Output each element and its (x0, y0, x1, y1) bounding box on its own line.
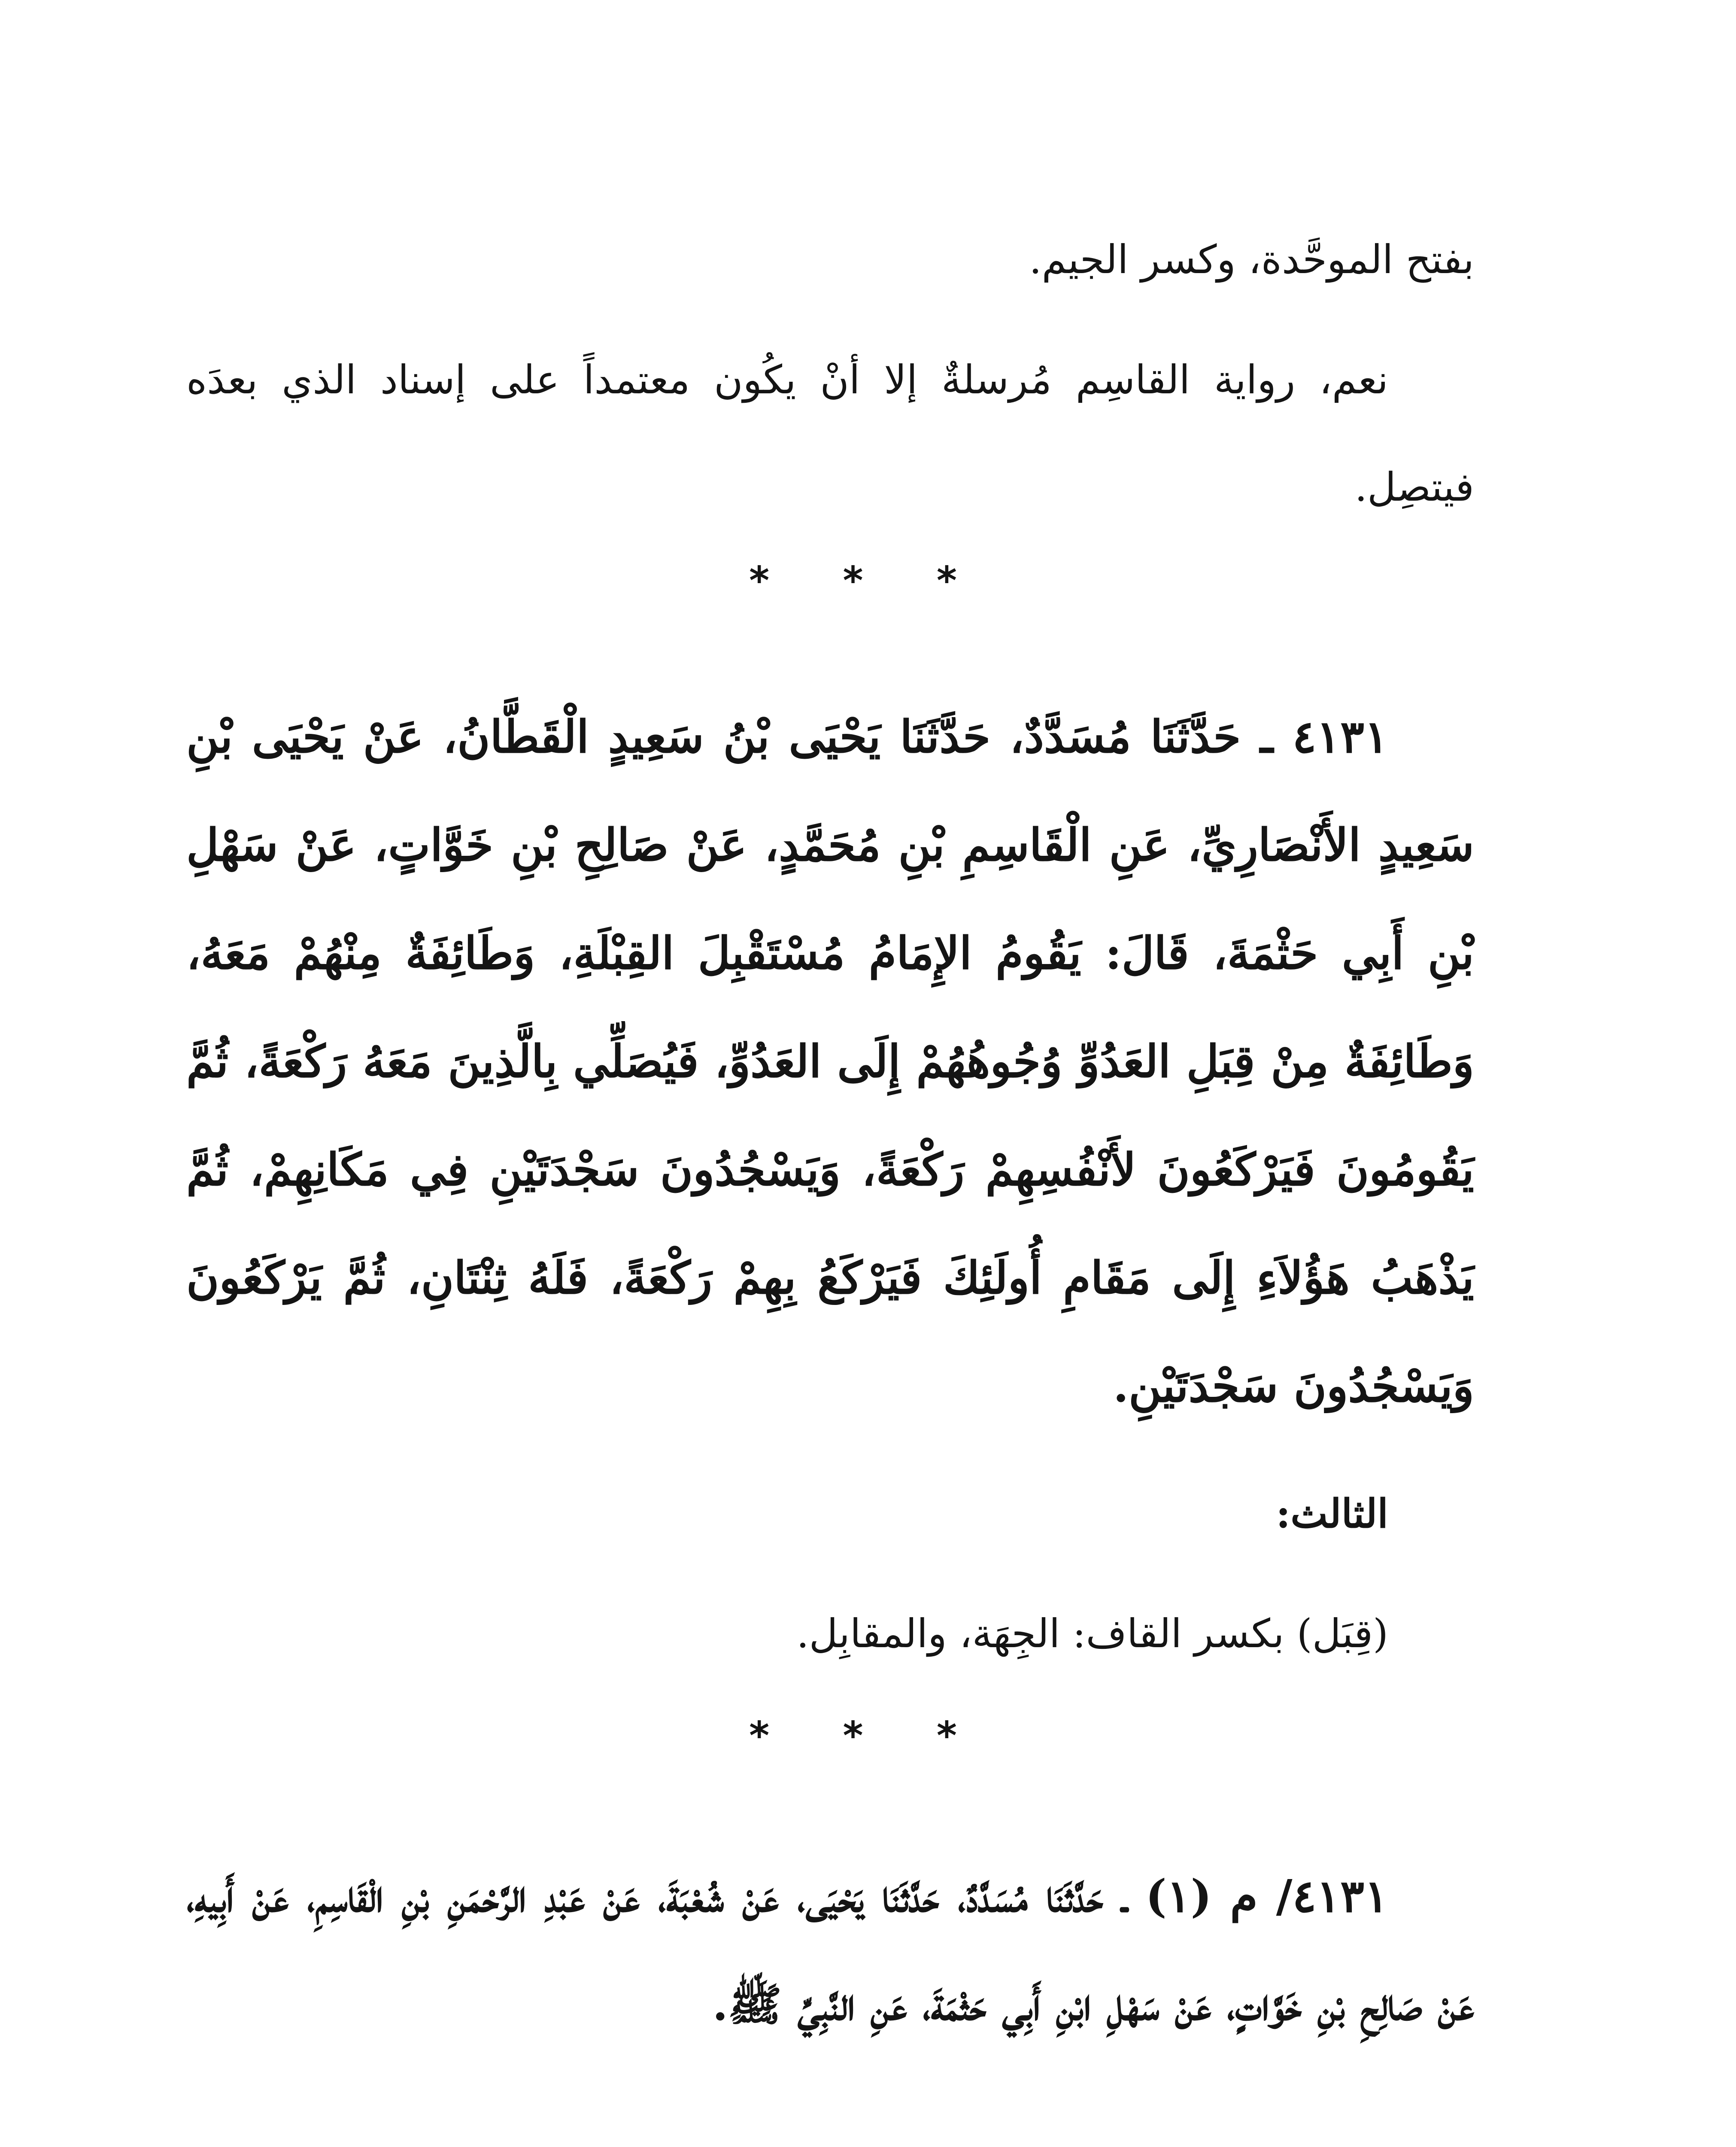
hadith-4131-m1: ٤١٣١/ م (١) ـ حَدَّثَنَا مُسَدَّدٌ، حَدَّثَنَا يَحْيَى، عَنْ شُعْبَةَ، عَنْ عَبْدِ الرَّحْمَنِ بْنِ الْقَاسِمِ، عَنْ أَبِيهِ، عَنْ صَالِحِ بْنِ خَوَّاتٍ، عَنْ سَهْلِ ابْنِ أَبِي حَثْمَةَ، عَنِ النَّبِيِّ ﷺ. (186, 1870, 1474, 2031)
section-separator-2: * * * (749, 1713, 987, 1758)
hadith-4131: ٤١٣١ ـ حَدَّثَنَا مُسَدَّدٌ، حَدَّثَنَا يَحْيَى بْنُ سَعِيدٍ الْقَطَّانُ، عَنْ يَحْيَى بْنِ سَعِيدٍ الأَنْصَارِيِّ، عَنِ الْقَاسِمِ بْنِ مُحَمَّدٍ، عَنْ صَالِحِ بْنِ خَوَّاتٍ، عَنْ سَهْلِ بْنِ أَبِي حَثْمَةَ، قَالَ: يَقُومُ الإِمَامُ مُسْتَقْبِلَ القِبْلَةِ، وَطَائِفَةٌ مِنْهُمْ مَعَهُ، وَطَائِفَةٌ مِنْ قِبَلِ العَدُوِّ وُجُوهُهُمْ إِلَى العَدُوِّ، فَيُصَلِّي بِالَّذِينَ مَعَهُ رَكْعَةً، ثُمَّ يَقُومُونَ فَيَرْكَعُونَ لأَنْفُسِهِمْ رَكْعَةً، وَيَسْجُدُونَ سَجْدَتَيْنِ فِي مَكَانِهِمْ، ثُمَّ يَذْهَبُ هَؤُلاَءِ إِلَى مَقَامِ أُولَئِكَ فَيَرْكَعُ بِهِمْ رَكْعَةً، فَلَهُ ثِنْتَانِ، ثُمَّ يَرْكَعُونَ وَيَسْجُدُونَ سَجْدَتَيْنِ. (186, 710, 1474, 1412)
paragraph-qibal-definition: (قِبَل) بكسر القاف: الجِهَة، والمقابِل. (796, 1611, 1388, 1657)
paragraph-mursal-note: نعم، رواية القاسِم مُرسلةٌ إلا أنْ يكُون معتمداً على إسناد الذي بعدَه فيتصِل. (186, 357, 1474, 510)
section-heading-third: الثالث: (1276, 1490, 1388, 1537)
paragraph-vocalization-note: بفتح الموحَّدة، وكسر الجيم. (1029, 237, 1474, 283)
section-separator-1: * * * (749, 558, 987, 603)
